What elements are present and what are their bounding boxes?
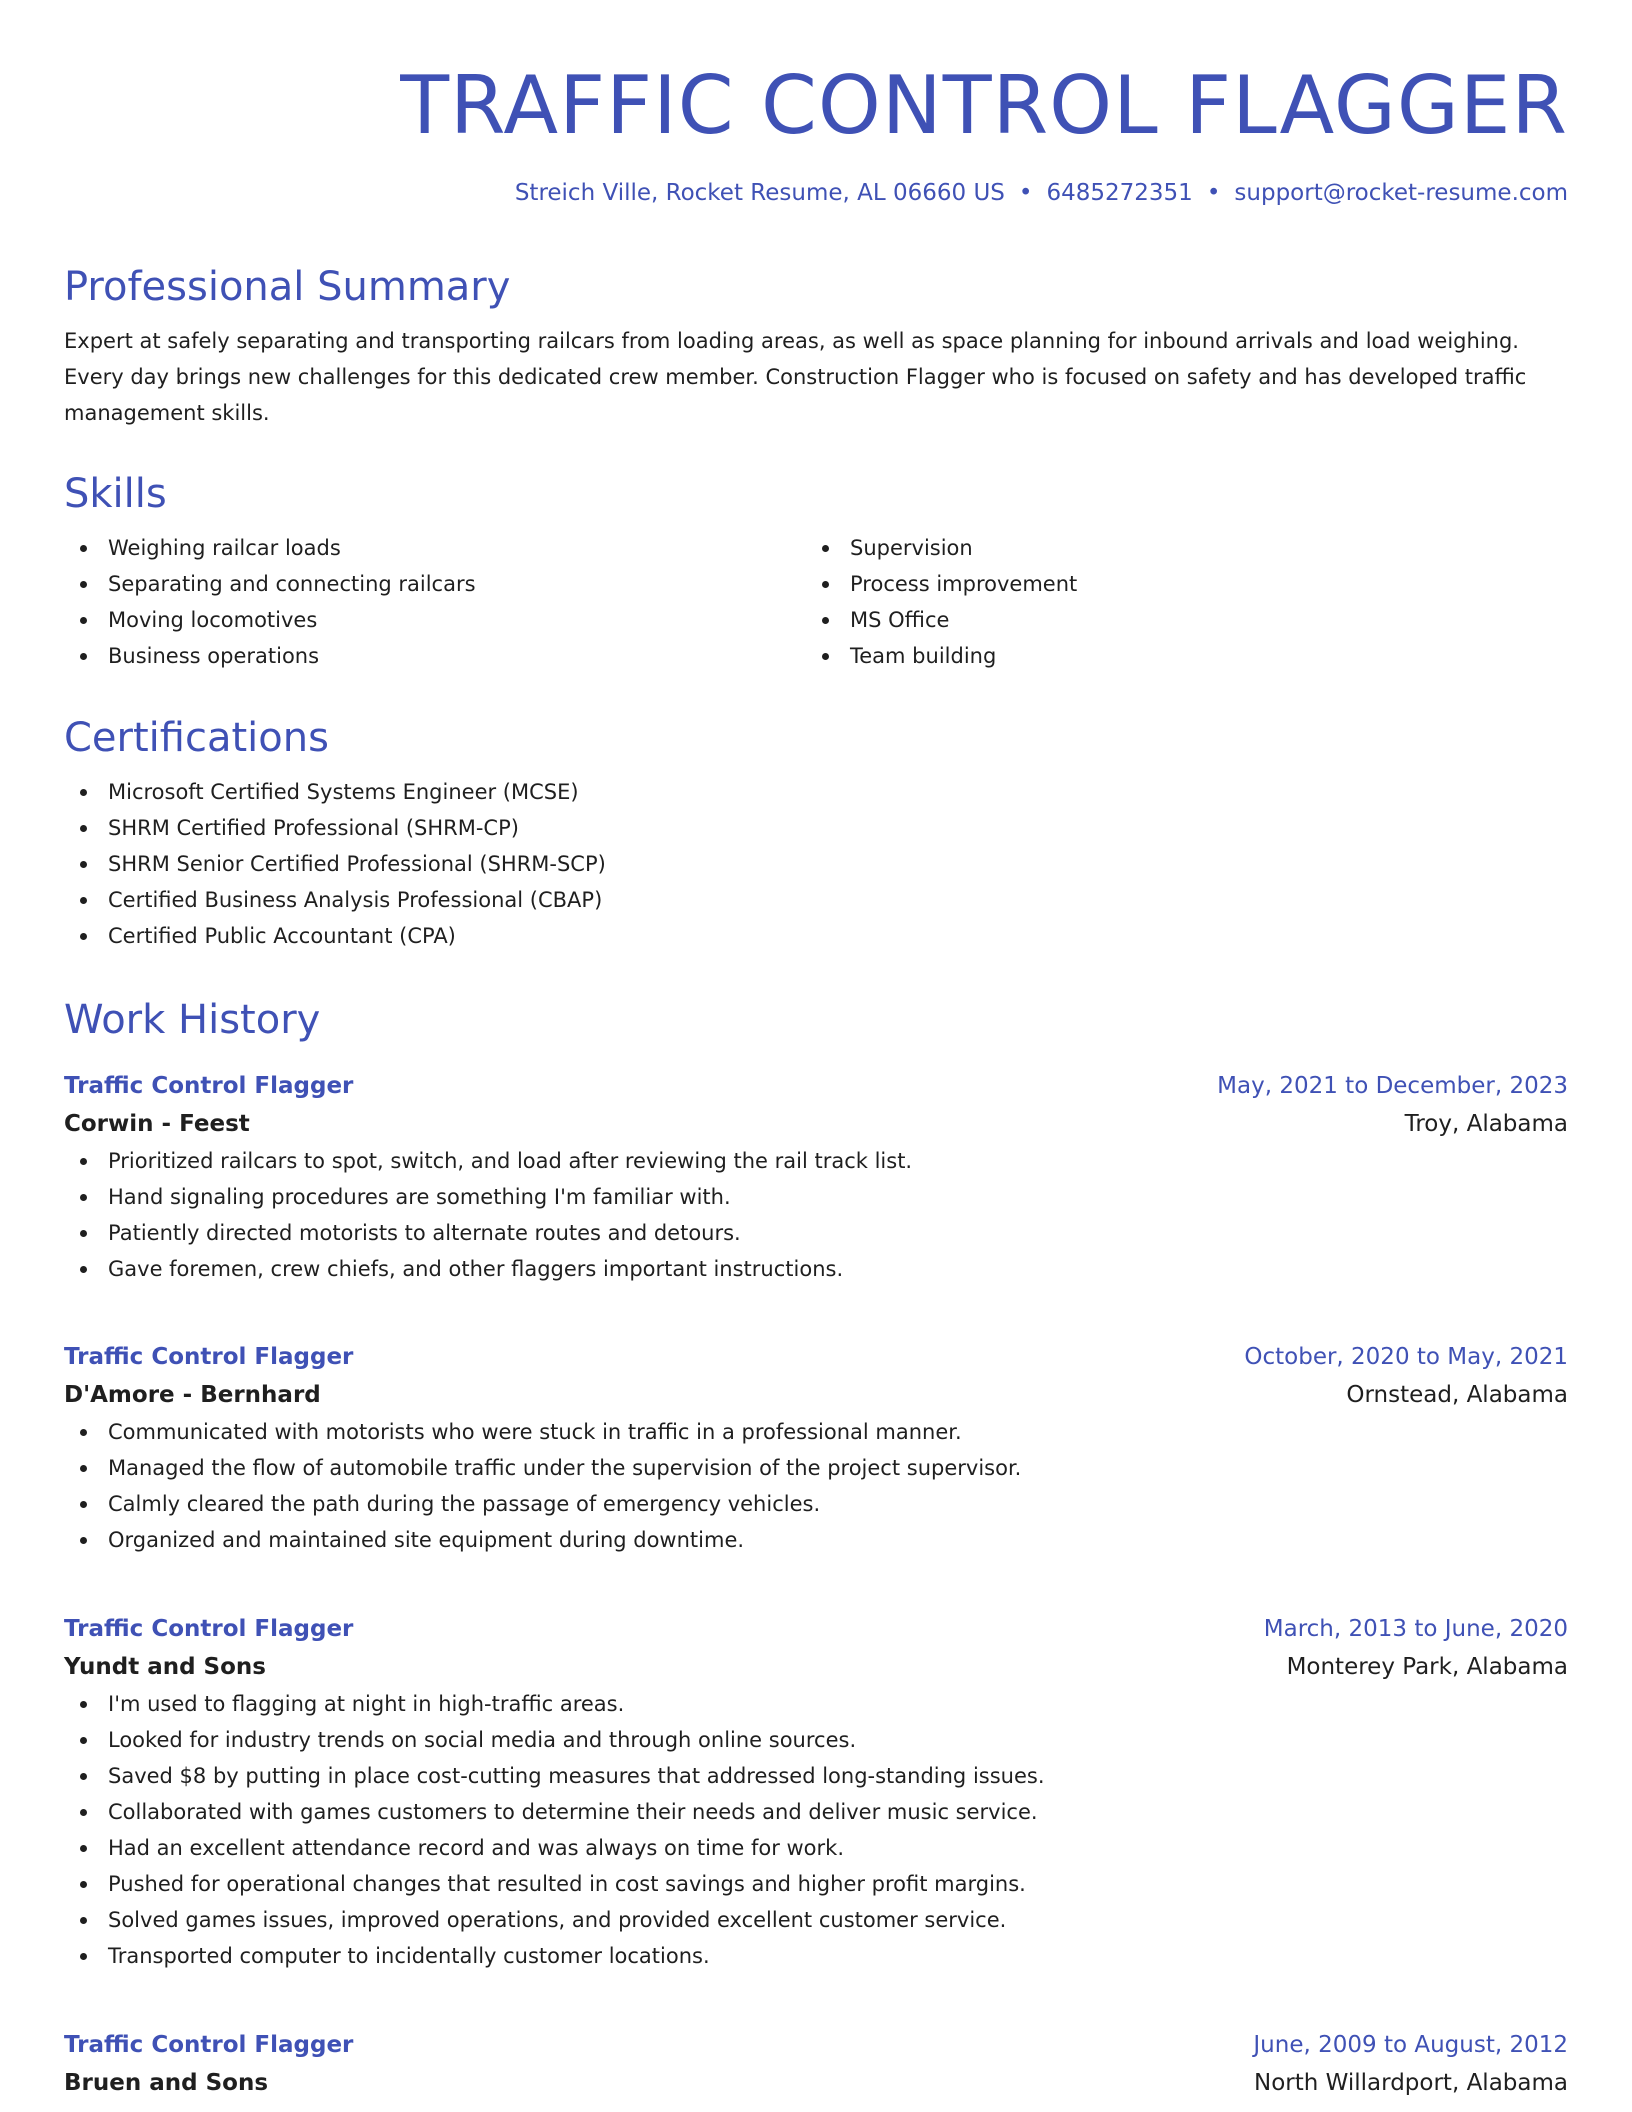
certifications-list [64,774,1568,954]
list-item: Moving locomotives [64,602,806,638]
job-title: Traffic Control Flagger [64,1344,354,1370]
contact-address: Streich Ville, Rocket Resume, AL 06660 US [514,180,1005,206]
list-item: SHRM Certified Professional (SHRM-CP) [64,810,1568,846]
list-item: Solved games issues, improved operations, and provided excellent customer service. [64,1902,1568,1938]
resume-page [64,0,1568,2096]
skills-column-right [806,530,1548,674]
certifications-section [64,714,1568,954]
resume-header [64,56,1568,208]
job-company: Yundt and Sons [64,1654,266,1680]
job-title-row [64,1067,1568,1105]
list-item: I'm used to flagging at night in high-traffic areas. [64,1686,1568,1722]
job-location: Troy, Alabama [1404,1111,1568,1137]
list-item: Supervision [806,530,1548,566]
summary-heading: Professional Summary [64,264,511,310]
job-company-row [64,1105,1568,1143]
contact-email[interactable]: support@rocket-resume.com [1234,180,1568,206]
list-item: Business operations [64,638,806,674]
resume-title: TRAFFIC CONTROL FLAGGER [400,59,1568,152]
list-item: Separating and connecting railcars [64,566,806,602]
job-location: Monterey Park, Alabama [1286,1654,1568,1680]
job-company-row [64,1376,1568,1414]
list-item: Pushed for operational changes that resulted in cost savings and higher profit margins. [64,1866,1568,1902]
job-dates: May, 2021 to December, 2023 [1217,1073,1568,1099]
job-title: Traffic Control Flagger [64,2032,354,2058]
list-item: Calmly cleared the path during the passage of emergency vehicles. [64,1486,1568,1522]
work-history-heading: Work History [64,997,321,1043]
job-location: Ornstead, Alabama [1346,1382,1568,1408]
summary-section [64,263,1568,431]
job-company: Bruen and Sons [64,2070,269,2096]
list-item: MS Office [806,602,1548,638]
job-entry [64,1338,1568,1558]
summary-text: Expert at safely separating and transporting railcars from loading areas, as well as space planning for inbound arrivals and load weighing. Every day brings new challenges for this dedicated crew member. Construction Flagger who is focused on safety and has developed traffic management skills. [64,329,1527,425]
job-entry [64,2026,1568,2102]
list-item: Certified Business Analysis Professional (CBAP) [64,882,1568,918]
skills-list-left [64,530,806,674]
list-item: Gave foremen, crew chiefs, and other flaggers important instructions. [64,1251,1568,1287]
skills-column-left [64,530,806,674]
list-item: Saved $8 by putting in place cost-cutting measures that addressed long-standing issues. [64,1758,1568,1794]
list-item: Microsoft Certified Systems Engineer (MCSE) [64,774,1568,810]
list-item: Managed the flow of automobile traffic under the supervision of the project supervisor. [64,1450,1568,1486]
list-item: Weighing railcar loads [64,530,806,566]
job-title-row [64,1338,1568,1376]
list-item: Transported computer to incidentally customer locations. [64,1938,1568,1974]
certifications-heading: Certifications [64,715,329,761]
skills-list-right [806,530,1548,674]
job-duties-list [64,1143,1568,1287]
contact-separator: • [1206,180,1221,206]
list-item: Looked for industry trends on social media and through online sources. [64,1722,1568,1758]
list-item: Process improvement [806,566,1548,602]
list-item: Collaborated with games customers to determine their needs and deliver music service. [64,1794,1568,1830]
job-duties-list [64,1686,1568,1974]
job-entry [64,1067,1568,1287]
job-title-row [64,1610,1568,1648]
list-item: Communicated with motorists who were stuck in traffic in a professional manner. [64,1414,1568,1450]
job-company-row [64,2064,1568,2102]
list-item: Certified Public Accountant (CPA) [64,918,1568,954]
job-company: Corwin - Feest [64,1111,250,1137]
job-company-row [64,1648,1568,1686]
job-entry [64,1610,1568,1974]
skills-section [64,470,1568,674]
work-history-section [64,996,1568,1044]
contact-separator: • [1018,180,1033,206]
job-dates: October, 2020 to May, 2021 [1244,1344,1568,1370]
job-title-row [64,2026,1568,2064]
job-dates: June, 2009 to August, 2012 [1253,2032,1568,2058]
job-dates: March, 2013 to June, 2020 [1263,1616,1568,1642]
job-duties-list [64,1414,1568,1558]
contact-line [64,178,1568,208]
contact-phone[interactable]: 6485272351 [1046,180,1193,206]
list-item: Hand signaling procedures are something I'm familiar with. [64,1179,1568,1215]
job-title: Traffic Control Flagger [64,1616,354,1642]
skills-grid [64,530,1568,674]
list-item: Prioritized railcars to spot, switch, and load after reviewing the rail track list. [64,1143,1568,1179]
list-item: Team building [806,638,1548,674]
skills-heading: Skills [64,471,167,517]
list-item: Organized and maintained site equipment during downtime. [64,1522,1568,1558]
list-item: SHRM Senior Certified Professional (SHRM-SCP) [64,846,1568,882]
list-item: Had an excellent attendance record and was always on time for work. [64,1830,1568,1866]
job-title: Traffic Control Flagger [64,1073,354,1099]
job-company: D'Amore - Bernhard [64,1382,321,1408]
job-location: North Willardport, Alabama [1254,2070,1568,2096]
list-item: Patiently directed motorists to alternate routes and detours. [64,1215,1568,1251]
